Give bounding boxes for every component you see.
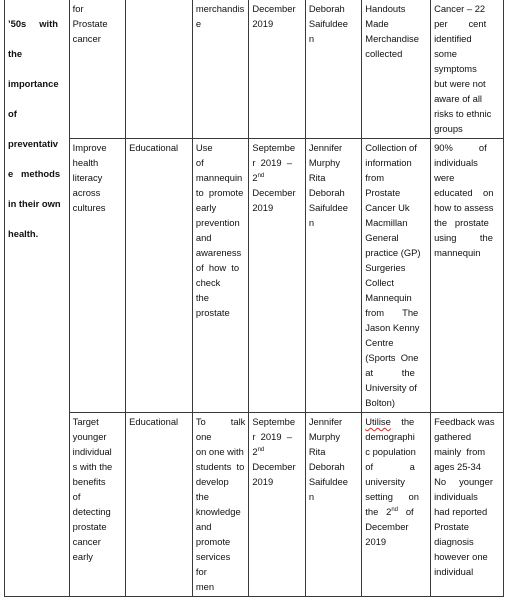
target-group-text: ’50s with the importance of preventativ e methods in their own health.: [8, 18, 61, 239]
objective-text: for Prostate cancer: [72, 3, 108, 44]
staff-cell: [305, 413, 361, 597]
activity-text: Use of mannequin to promote early prevention and awareness of how to check the prostate: [195, 142, 244, 318]
staff-text: Jennifer Murphy Rita Deborah Saifuldee n: [308, 416, 348, 502]
staff-cell: [305, 139, 361, 413]
date-cell: [249, 413, 305, 597]
objective-text: Improve health literacy across cultures: [72, 142, 107, 213]
activity-cell: [192, 139, 248, 413]
staff-text: Deborah Saifuldee n: [308, 3, 348, 44]
resources-cell: [362, 0, 431, 139]
date-text: December 2019: [252, 3, 296, 29]
staff-cell: [305, 0, 361, 139]
date-text: Septembe r 2019 – 2nd December 2019: [252, 142, 296, 213]
objective-text: Target younger individual s with the benefits of detecting prostate cancer early: [72, 416, 113, 562]
activity-table: [4, 0, 504, 597]
activity-cell: [192, 413, 248, 597]
table-row: [5, 413, 504, 597]
resources-text: Utilise the demographi c population of a university setting on the 2nd of December 2019: [365, 416, 419, 547]
table-row: [5, 139, 504, 413]
resources-cell: [362, 139, 431, 413]
type-text: Educational: [129, 142, 179, 153]
target-group-cell: [5, 0, 70, 597]
resources-text: Collection of information from Prostate Cancer Uk Macmillan General practice (GP) Surgeries Collect Mannequin from The Jason Kenny Centre (Sports One at the University of Bolton): [365, 142, 421, 408]
staff-text: Jennifer Murphy Rita Deborah Saifuldee n: [308, 142, 348, 228]
resources-cell: [362, 413, 431, 597]
date-text: Septembe r 2019 – 2nd December 2019: [252, 416, 296, 487]
outcome-cell: [431, 413, 504, 597]
resources-text: Handouts Made Merchandise collected: [365, 3, 419, 59]
table-row: [5, 0, 504, 139]
outcome-text: 90% of individuals were educated on how to assess the prostate using the mannequin: [434, 142, 494, 258]
type-cell: [126, 413, 193, 597]
type-text: Educational: [129, 416, 179, 427]
objective-cell: [69, 413, 125, 597]
date-cell: [249, 0, 305, 139]
outcome-text: Feedback was gathered mainly from ages 25-34 No younger individuals had reported Prostate diagnosis however one individual: [434, 416, 495, 577]
objective-cell: [69, 139, 125, 413]
activity-text: To talk one on one with students to develop the knowledge and promote services for men: [195, 416, 246, 592]
outcome-text: Cancer – 22 per cent identified some symptoms but were not aware of all risks to ethnic groups: [434, 3, 492, 134]
activity-cell: [192, 0, 248, 139]
date-cell: [249, 139, 305, 413]
activity-text: merchandis e: [195, 3, 245, 29]
outcome-cell: [431, 0, 504, 139]
objective-cell: [69, 0, 125, 139]
outcome-cell: [431, 139, 504, 413]
type-cell: [126, 139, 193, 413]
type-cell: [126, 0, 193, 139]
spellcheck-word: Utilise: [365, 416, 391, 427]
